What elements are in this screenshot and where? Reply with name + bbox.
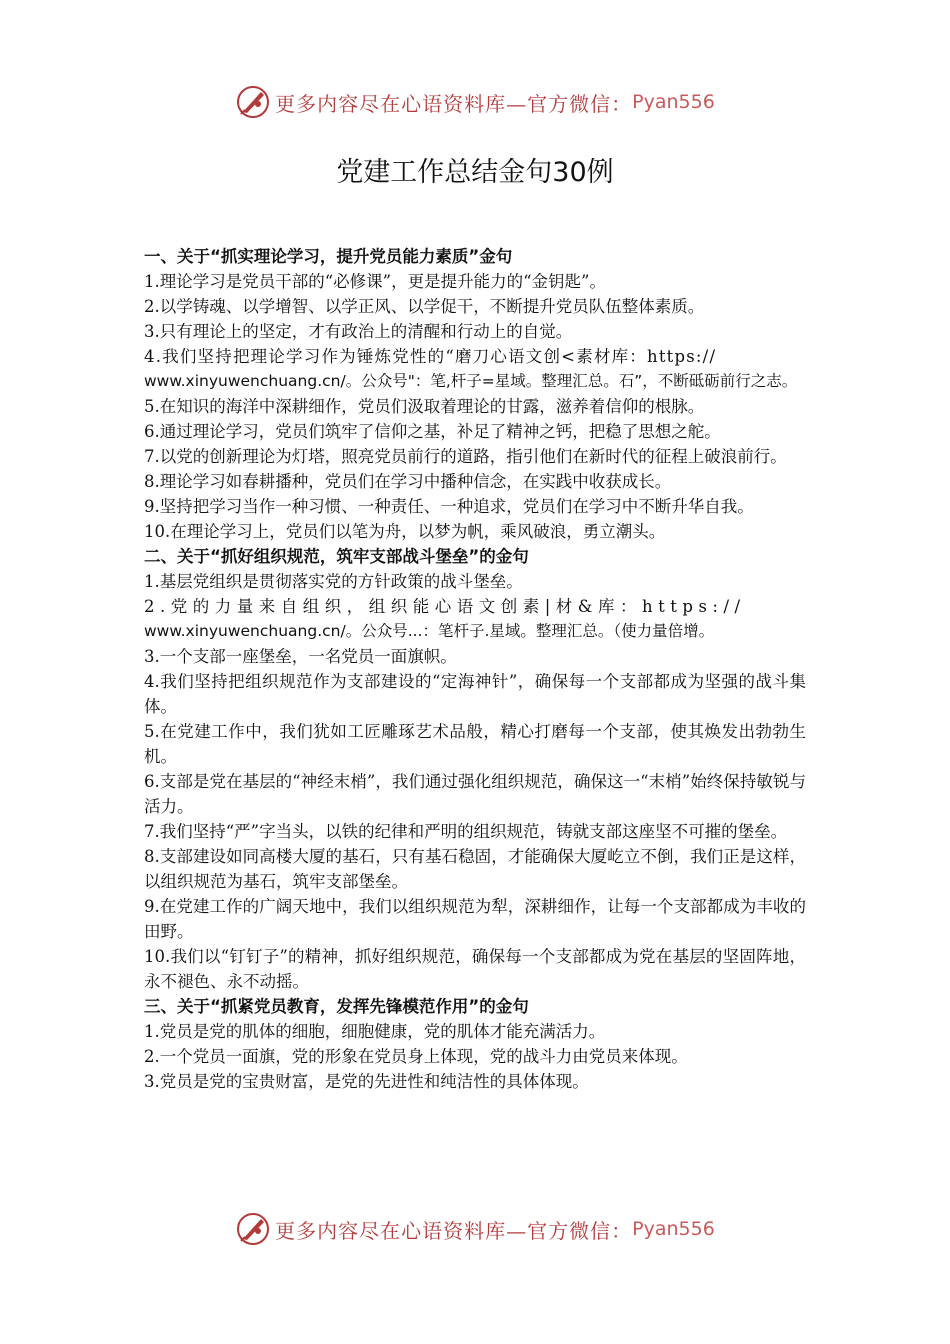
section-heading: 二、关于“抓好组织规范，筑牢支部战斗堡垒”的金句 [144,547,529,566]
section-heading: 三、关于“抓紧党员教育，发挥先锋模范作用”的金句 [144,997,529,1016]
footer-watermark-banner [0,1207,950,1251]
list-item: 10.我们以“钉钉子”的精神，抓好组织规范，确保每一个支部都成为党在基层的坚固阵地，永不褪色、永不动摇。 [144,947,806,991]
list-item: 6.支部是党在基层的“神经末梢”，我们通过强化组织规范，确保这一“末梢”始终保持敏锐与活力。 [144,772,806,816]
list-item: 3.只有理论上的坚定，才有政治上的清醒和行动上的自觉。 [144,322,573,341]
list-item: 1.理论学习是党员干部的“必修课”，更是提升能力的“金钥匙”。 [144,272,606,291]
list-item: 9.在党建工作的广阔天地中，我们以组织规范为犁，深耕细作，让每一个支部都成为丰收的田野。 [144,897,806,941]
list-item: 2.党的力量来自组织，组织能心语文创素|材&库：https:// [144,597,746,616]
document-body [144,244,806,1094]
list-item: 2.以学铸魂、以学增智、以学正风、以学促干，不断提升党员队伍整体素质。 [144,297,705,316]
banner-text: 更多内容尽在心语资料库—官方微信： [275,1218,633,1243]
quill-logo-icon [235,1211,271,1247]
section-heading: 一、关于“抓实理论学习，提升党员能力素质”金句 [144,247,513,266]
banner-text: 更多内容尽在心语资料库—官方微信： [275,91,633,116]
list-item: 1.基层党组织是贯彻落实党的方针政策的战斗堡垒。 [144,572,523,591]
list-item: 1.党员是党的肌体的细胞，细胞健康，党的肌体才能充满活力。 [144,1022,606,1041]
list-item: 6.通过理论学习，党员们筑牢了信仰之基，补足了精神之钙，把稳了思想之舵。 [144,422,721,441]
list-item: 7.以党的创新理论为灯塔，照亮党员前行的道路，指引他们在新时代的征程上破浪前行。 [144,447,787,466]
list-item: 9.坚持把学习当作一种习惯、一种责任、一种追求，党员们在学习中不断升华自我。 [144,497,754,516]
list-item: 5.在党建工作中，我们犹如工匠雕琢艺术品般，精心打磨每一个支部，使其焕发出勃勃生机。 [144,722,806,766]
list-item: 8.支部建设如同高楼大厦的基石，只有基石稳固，才能确保大厦屹立不倒，我们正是这样，以组织规范为基石，筑牢支部堡垒。 [144,847,806,891]
list-item: 7.我们坚持“严”字当头，以铁的纪律和严明的组织规范，铸就支部这座坚不可摧的堡垒。 [144,822,788,841]
list-item: 2.一个党员一面旗，党的形象在党员身上体现，党的战斗力由党员来体现。 [144,1047,688,1066]
list-item: 5.在知识的海洋中深耕细作，党员们汲取着理论的甘露，滋养着信仰的根脉。 [144,397,705,416]
document-title: 党建工作总结金句30例 [336,157,614,188]
list-item: 8.理论学习如春耕播种，党员们在学习中播种信念，在实践中收获成长。 [144,472,672,491]
list-item: 4.我们坚持把理论学习作为锤炼党性的“磨刀心语文创<素材库：https:// [144,347,717,366]
banner-wechat-id: Pyan556 [632,1218,715,1240]
header-watermark-banner [0,80,950,124]
list-item-continuation: www.xinyuwenchuang.cn/。公众号"：笔,杆子=星域。整理汇总。石”，不断砥砺前行之志。 [144,372,798,390]
quill-logo-icon [235,84,271,120]
list-item: 4.我们坚持把组织规范作为支部建设的“定海神针”，确保每一个支部都成为坚强的战斗集体。 [144,672,806,716]
list-item: 3.一个支部一座堡垒，一名党员一面旗帜。 [144,647,457,666]
list-item: 3.党员是党的宝贵财富，是党的先进性和纯洁性的具体体现。 [144,1072,589,1091]
list-item: 10.在理论学习上，党员们以笔为舟，以梦为帆，乘风破浪，勇立潮头。 [144,522,666,541]
banner-wechat-id: Pyan556 [632,91,715,113]
list-item-continuation: www.xinyuwenchuang.cn/。公众号...：笔杆子.星域。整理汇总。（使力量倍增。 [144,622,715,640]
